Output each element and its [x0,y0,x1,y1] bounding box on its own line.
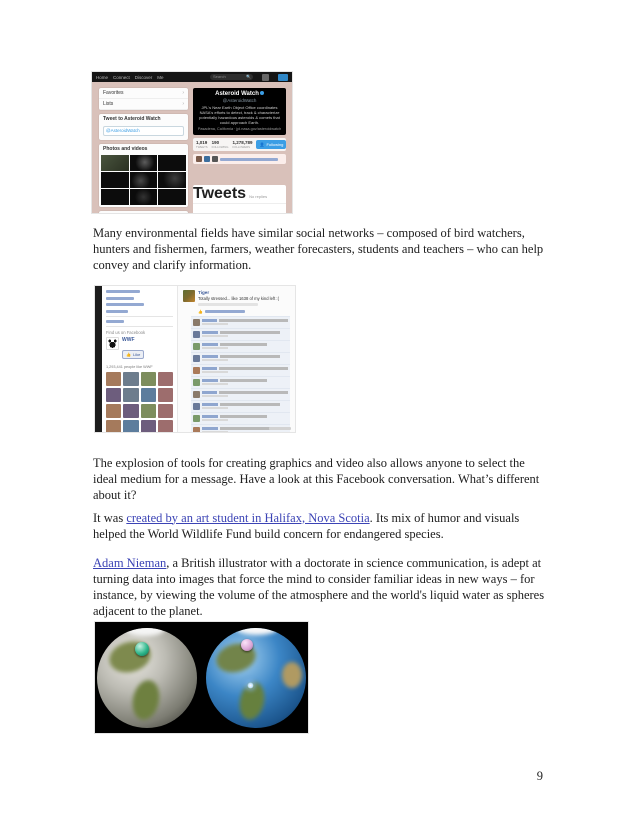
person-icon: 👤 [259,142,265,147]
lists-label: Lists [103,101,114,107]
comment-meta-placeholder [202,407,228,409]
tweets-label: TWEETS [196,145,208,149]
photos-videos-card [99,144,188,207]
earth-globe-water-drained [97,628,197,728]
like-button-label: Like [132,352,141,357]
earth-globe-blue [206,628,306,728]
polar-ice-cap [125,628,165,636]
adam-nieman-link[interactable]: Adam Nieman [93,555,167,570]
comment-meta-placeholder [202,371,228,373]
commenter-name-placeholder [202,331,218,334]
post-meta-placeholder [198,303,258,306]
photo-thumbnail[interactable] [130,155,158,171]
comment-text-placeholder [219,319,288,322]
comment-text-placeholder [220,415,267,418]
wwf-panda-logo[interactable] [106,337,119,350]
photo-thumbnail[interactable] [130,189,158,205]
facebook-left-strip [95,286,102,432]
comment-text-placeholder [220,331,280,334]
verified-badge-icon [260,91,264,95]
comment-meta-placeholder [202,383,228,385]
commenter-avatar [193,427,200,432]
fan-avatar[interactable] [141,420,156,432]
paragraph-social-networks: Many environmental fields have similar social networks – composed of bird watchers, hunters and fishermen, farmers, weather forecasters, students and teachers – who can help convey and clarify information. [93,225,544,272]
commenter-name-placeholder [202,391,217,394]
tweet-to-card [99,114,188,140]
comment-row[interactable] [191,400,290,412]
people-like-count: 1,293,441 people like WWF [106,365,153,369]
comment-row[interactable] [191,388,290,400]
highlight-dot [247,682,254,689]
followed-by-bar [193,154,286,164]
profile-handle: @AsteroidWatch [222,98,257,103]
comment-text-placeholder [220,343,267,346]
comment-meta-placeholder [202,335,228,337]
comment-meta-placeholder [202,395,228,397]
who-to-follow-title [99,211,188,213]
comment-row[interactable] [191,340,290,352]
followed-by-text-placeholder [220,158,278,161]
p3-suffix: . Its mix of humor and visuals helped the World Wildlife Fund build concern for endangered species. [93,510,520,541]
commenter-name-placeholder [202,403,218,406]
tweets-timeline-card [193,185,286,213]
stat-following[interactable] [212,140,229,149]
nav-home[interactable]: Home [96,74,109,80]
favorites-label: Favorites [103,90,124,96]
atmosphere-volume-sphere [241,639,253,651]
commenter-avatar [193,415,200,422]
find-us-header: Find us on Facebook [106,330,146,335]
paragraph-explosion-of-tools: The explosion of tools for creating graphics and video also allows anyone to select the ideal medium for a message. Have a look at this Facebook conversation. What’s different about it? [93,455,540,502]
sidebar-item-lists[interactable] [99,99,188,110]
photo-thumbnail[interactable] [158,189,186,205]
like-button[interactable] [122,350,144,359]
comment-row[interactable] [191,376,290,388]
fan-avatar[interactable] [158,388,173,402]
avatar[interactable] [196,156,202,162]
commenter-name-placeholder [202,343,218,346]
thumbs-up-icon: 👍 [198,310,203,314]
p4-suffix: , a British illustrator with a doctorate in science communication, is adept at turning data into images that force the mind to consider familiar ideas in new ways – for instance, by viewing the volume of the atmosphere and the world's liquid water as spheres adjacent to the planet. [93,555,545,619]
fan-avatar[interactable] [141,404,156,418]
fan-avatar[interactable] [141,372,156,386]
facebook-screenshot [95,286,295,432]
tweets-count: 1,019 [196,140,208,145]
commenter-name-placeholder [202,427,218,430]
thumbs-up-icon: 👍 [126,352,131,357]
tweets-header [193,185,286,204]
avatar[interactable] [204,156,210,162]
photo-thumbnail[interactable] [101,189,129,205]
photo-thumbnail[interactable] [130,172,158,188]
sidebar-link-placeholder[interactable] [106,303,144,306]
commenter-avatar [193,331,200,338]
tweet-to-title: Tweet to Asteroid Watch [103,116,161,122]
followers-label: FOLLOWERS [232,145,251,149]
tweets-title: Tweets [193,185,247,203]
tweets-filter[interactable]: No replies [249,194,268,200]
tiger-avatar[interactable] [183,290,195,302]
avatar[interactable] [262,74,269,81]
photo-thumbnail[interactable] [158,155,186,171]
facebook-sidebar [102,286,178,432]
fan-avatar[interactable] [106,404,121,418]
comment-text-placeholder [220,379,267,382]
commenter-name-placeholder [202,379,218,382]
comment-list [191,316,290,432]
photo-thumbnail[interactable] [101,155,129,171]
comment-meta-placeholder [202,431,228,432]
paragraph-adam-nieman [93,555,549,620]
commenter-avatar [193,379,200,386]
followers-count: 1,278,789 [232,140,253,145]
wwf-page-box [106,337,173,361]
sidebar-link-placeholder[interactable] [106,290,140,293]
comment-meta-placeholder [202,347,228,349]
south-america-landmass [129,678,163,723]
post-author[interactable]: Tiger [198,290,210,295]
fan-avatar[interactable] [106,372,121,386]
twitter-right-column [193,88,286,213]
fan-avatar[interactable] [158,372,173,386]
p3-prefix: It was [93,510,127,525]
commenter-name-placeholder [202,367,217,370]
compose-tweet-button[interactable] [278,74,288,81]
sidebar-links [106,290,173,313]
comment-text-placeholder [219,367,288,370]
page-number: 9 [536,769,543,783]
following-count: 190 [211,140,220,145]
comment-meta-placeholder [202,419,228,421]
commenter-name-placeholder [202,355,218,358]
twitter-body [92,82,292,213]
like-line [198,309,290,314]
comment-row[interactable] [191,412,290,424]
avatar[interactable] [212,156,218,162]
tweet-to-input[interactable]: @AsteroidWatch [103,126,184,136]
favorites-lists-card [99,88,188,110]
footer-link-placeholder[interactable] [269,427,291,430]
divider [106,316,173,317]
comment-text-placeholder [220,403,280,406]
wwf-page-name[interactable]: WWF [122,337,135,343]
fan-avatar[interactable] [106,420,121,432]
sidebar-item-favorites[interactable] [99,88,188,99]
twitter-top-nav [92,72,292,82]
fan-avatar[interactable] [158,404,173,418]
comment-text-placeholder [220,355,280,358]
photo-thumbnail[interactable] [101,172,129,188]
commenter-avatar [193,355,200,362]
photos-grid [99,154,188,207]
profile-header-card [193,88,286,135]
comment-row[interactable] [191,352,290,364]
profile-bio: JPL's Near Earth Object Office coordinates NASA's efforts to detect, track & characterize potentially hazardous asteroids & comets that could approach Earth. [199,105,280,125]
search-input[interactable] [210,74,253,80]
following-label: FOLLOWING [211,145,229,149]
twitter-left-column [99,88,188,213]
fan-avatar[interactable] [141,388,156,402]
fan-avatar[interactable] [106,388,121,402]
comment-row[interactable] [191,328,290,340]
commenter-name-placeholder [202,319,217,322]
profile-location: Pasadena, California · jpl.nasa.gov/asteroidwatch [197,127,282,131]
commenter-name-placeholder [202,415,218,418]
tiger-post [183,290,290,306]
chevron-right-icon: › [182,90,184,96]
following-button[interactable] [256,140,286,149]
nav-connect[interactable]: Connect [113,74,130,80]
paragraph-art-student [93,510,549,542]
like-line-placeholder [205,310,245,313]
commenter-avatar [193,319,200,326]
polar-ice-cap [236,628,278,635]
profile-stats-bar [193,138,286,151]
commenter-avatar [193,367,200,374]
fan-avatar[interactable] [158,420,173,432]
africa-landmass [282,662,302,688]
comment-meta-placeholder [202,359,228,361]
divider [106,326,173,327]
halifax-art-student-link[interactable]: created by an art student in Halifax, Nova Scotia [126,510,370,525]
photos-videos-title: Photos and videos [103,146,148,152]
comment-row[interactable] [191,364,290,376]
following-button-label: Following [266,142,284,147]
stat-tweets[interactable] [196,140,208,149]
twitter-screenshot [92,72,292,213]
sidebar-link-placeholder[interactable] [106,320,124,323]
nav-me[interactable]: Me [157,74,164,80]
commenter-avatar [193,391,200,398]
profile-name: Asteroid Watch [196,91,283,97]
comment-text-placeholder [219,391,288,394]
comment-row[interactable] [191,316,290,328]
fan-avatar[interactable] [123,404,138,418]
sidebar-link-placeholder[interactable] [106,310,128,313]
water-volume-sphere [135,642,149,656]
chevron-right-icon: › [182,101,184,107]
photo-thumbnail[interactable] [158,172,186,188]
post-text: Totally stressed... like 1638 of my kind left :( [198,296,279,301]
fans-avatar-grid [106,372,173,432]
nav-discover[interactable]: Discover [134,74,153,80]
search-placeholder: Search [213,74,226,79]
comment-meta-placeholder [202,323,228,325]
commenter-avatar [193,343,200,350]
fan-avatar[interactable] [123,420,138,432]
sidebar-link-placeholder[interactable] [106,297,134,300]
search-icon: 🔍 [246,74,251,79]
who-to-follow-card [99,211,188,213]
fan-avatar[interactable] [123,388,138,402]
facebook-conversation [178,286,295,432]
stat-followers[interactable] [232,140,252,149]
commenter-avatar [193,403,200,410]
fan-avatar[interactable] [123,372,138,386]
earth-spheres-figure [95,622,308,733]
